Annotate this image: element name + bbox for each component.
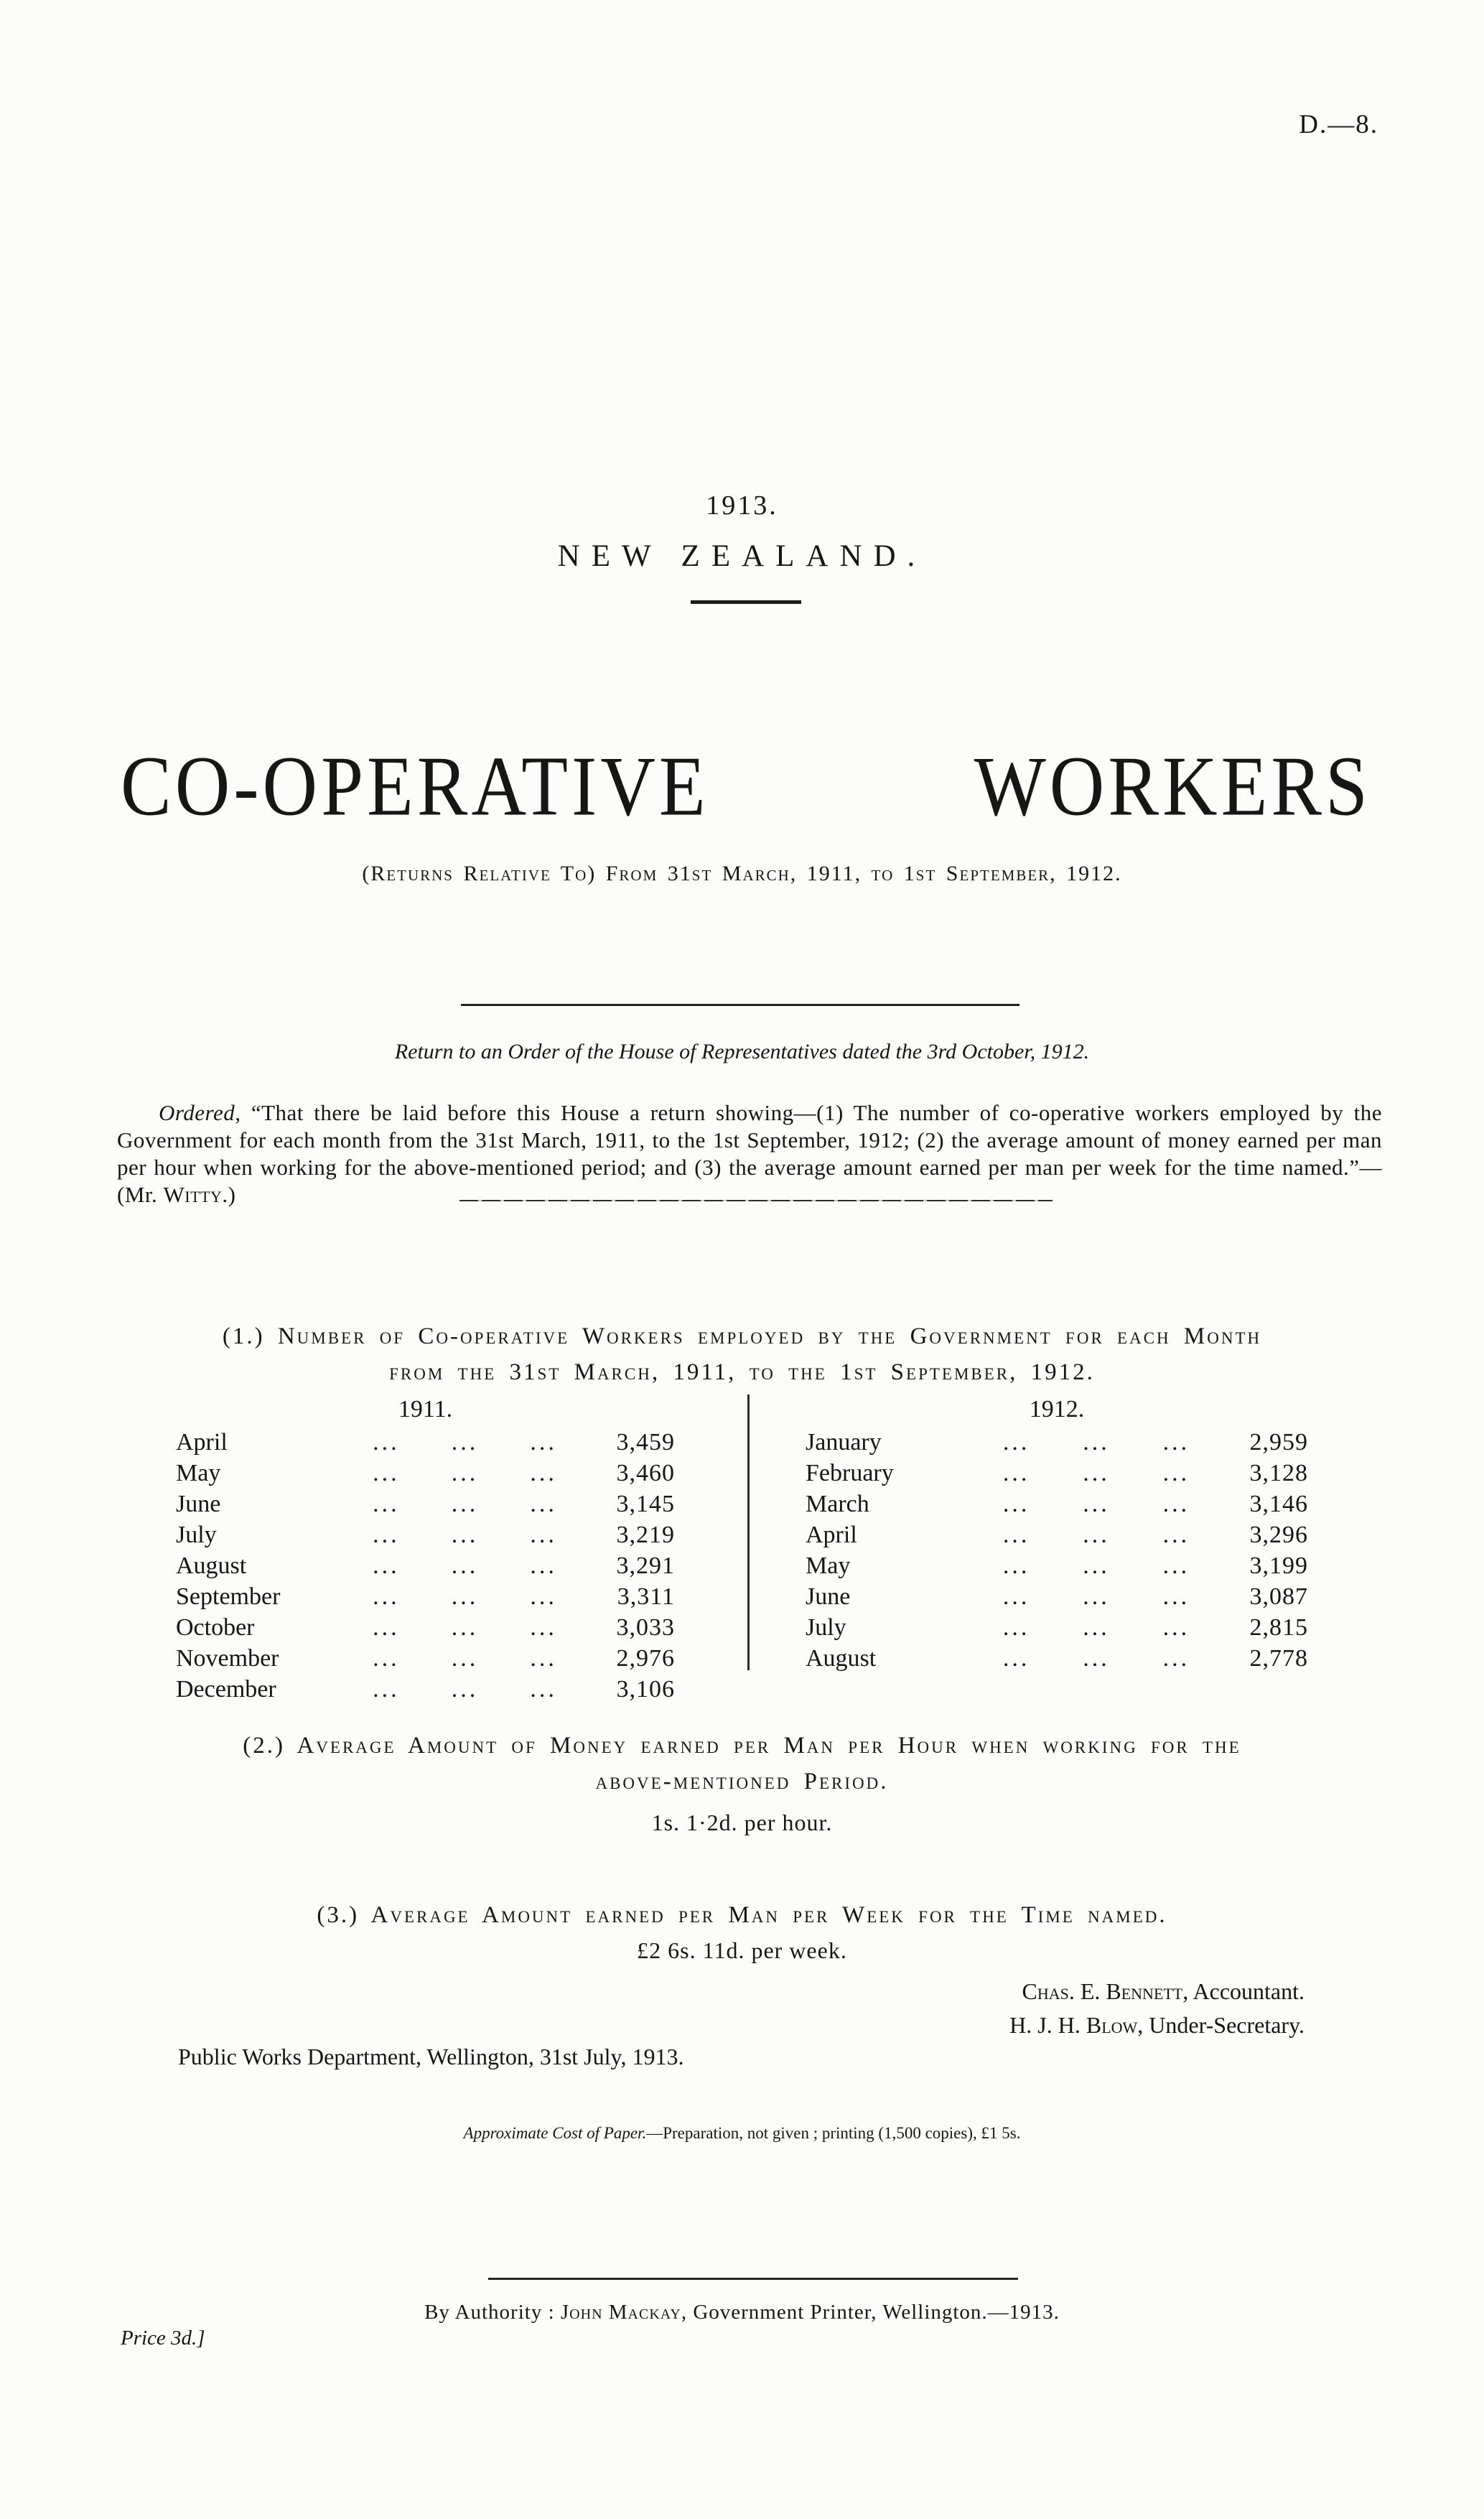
year-header-1911: 1911. — [398, 1396, 453, 1423]
leader-dots: ... — [373, 1429, 400, 1456]
month-value: 3,291 — [616, 1552, 676, 1579]
ordered-tail: .) — [222, 1182, 236, 1207]
leader-dots: ... — [1083, 1583, 1110, 1610]
month-value: 3,033 — [616, 1614, 676, 1641]
leader-dots: ... — [1083, 1429, 1110, 1456]
month-label: June — [176, 1491, 221, 1517]
leader-dots: ... — [451, 1552, 479, 1579]
month-value: 3,145 — [616, 1491, 676, 1517]
section-rule-top — [461, 1004, 1019, 1006]
leader-dots: ... — [1002, 1460, 1030, 1486]
leader-dots: ... — [1002, 1429, 1030, 1456]
section2-heading-line1: (2.) Average Amount of Money earned per Man per Hour when working for the — [243, 1733, 1241, 1759]
table-row — [176, 1489, 675, 1520]
leader-dots: ... — [530, 1522, 557, 1548]
table-row — [806, 1458, 1308, 1489]
table-row — [176, 1582, 675, 1613]
ordered-lead: Ordered — [159, 1100, 235, 1125]
leader-dots: ... — [1162, 1614, 1190, 1641]
section1-heading-line1: (1.) Number of Co-operative Workers employed by the Government for each Month — [222, 1323, 1262, 1349]
leader-dots: ... — [451, 1614, 479, 1641]
month-value: 3,106 — [616, 1676, 676, 1703]
signatory-name: H. J. H. Blow, — [1009, 2012, 1144, 2038]
leader-dots: ... — [1162, 1583, 1190, 1610]
signature-line — [1009, 2008, 1305, 2042]
month-label: August — [806, 1645, 877, 1672]
month-value: 3,460 — [616, 1460, 676, 1486]
department-dateline: Public Works Department, Wellington, 31st July, 1913. — [178, 2044, 684, 2069]
leader-dots: ... — [530, 1460, 557, 1486]
month-label: May — [806, 1552, 851, 1579]
leader-dots: ... — [451, 1645, 479, 1672]
leader-dots: ... — [1162, 1645, 1190, 1672]
leader-dots: ... — [1162, 1522, 1190, 1548]
month-label: July — [806, 1614, 846, 1641]
signatory-name: Chas. E. Bennett, — [1022, 1978, 1189, 2004]
leader-dots: ... — [1083, 1552, 1110, 1579]
leader-dots: ... — [1002, 1614, 1030, 1641]
leader-dots: ... — [373, 1583, 400, 1610]
imprint-rest: , Government Printer, Wellington.—1913. — [681, 2301, 1060, 2324]
leader-dots: ... — [1002, 1552, 1030, 1579]
month-label: January — [806, 1429, 882, 1456]
ordered-paragraph — [117, 1099, 1382, 1209]
leader-dots: ... — [530, 1614, 557, 1641]
leader-dots: ... — [373, 1460, 400, 1486]
leader-dots: ... — [1002, 1645, 1030, 1672]
section-rule-dashed — [459, 1200, 1053, 1201]
table-column-divider — [747, 1394, 750, 1670]
leader-dots: ... — [1002, 1583, 1030, 1610]
table-row — [806, 1489, 1308, 1520]
month-value: 2,976 — [616, 1645, 676, 1672]
month-value: 3,146 — [1249, 1491, 1308, 1517]
leader-dots: ... — [373, 1645, 400, 1672]
table-row — [806, 1428, 1308, 1458]
month-value: 3,311 — [617, 1583, 676, 1610]
section2-heading — [0, 1728, 1484, 1799]
price-note: Price 3d.] — [121, 2327, 205, 2350]
leader-dots: ... — [451, 1460, 479, 1486]
heading-rule — [691, 600, 801, 604]
table-row — [176, 1613, 675, 1644]
table-row — [176, 1675, 675, 1705]
leader-dots: ... — [1162, 1460, 1190, 1486]
mover-name: Witty — [163, 1182, 223, 1207]
leader-dots: ... — [451, 1676, 479, 1703]
table-row — [806, 1551, 1308, 1582]
signature-line — [1009, 1975, 1305, 2008]
table-row — [176, 1458, 675, 1489]
section3-heading: (3.) Average Amount earned per Man per Week for the Time named. — [317, 1902, 1167, 1928]
imprint-line — [0, 2301, 1484, 2324]
leader-dots: ... — [373, 1676, 400, 1703]
section2-heading-line2: above-mentioned Period. — [595, 1769, 889, 1794]
leader-dots: ... — [530, 1491, 557, 1517]
leader-dots: ... — [451, 1429, 479, 1456]
month-value: 2,778 — [1249, 1645, 1308, 1672]
year-header-1912: 1912. — [1029, 1396, 1085, 1423]
signatory-role: Under-Secretary. — [1143, 2012, 1305, 2038]
month-value: 2,959 — [1249, 1429, 1308, 1456]
leader-dots: ... — [373, 1491, 400, 1517]
leader-dots: ... — [530, 1583, 557, 1610]
document-title — [121, 739, 1371, 834]
cost-note-lead: Approximate Cost of Paper. — [463, 2124, 647, 2142]
table-row — [176, 1520, 675, 1551]
leader-dots: ... — [451, 1522, 479, 1548]
table-row — [176, 1644, 675, 1675]
leader-dots: ... — [530, 1676, 557, 1703]
imprint-prefix: By Authority : — [424, 2301, 561, 2324]
footer-rule — [488, 2278, 1018, 2280]
month-label: July — [176, 1522, 217, 1548]
hourly-rate-value: 1s. 1·2d. per hour. — [651, 1810, 833, 1835]
month-value: 3,087 — [1249, 1583, 1308, 1610]
leader-dots: ... — [373, 1552, 400, 1579]
order-reference-line: Return to an Order of the House of Representatives dated the 3rd October, 1912. — [394, 1040, 1090, 1063]
leader-dots: ... — [1162, 1429, 1190, 1456]
month-value: 3,128 — [1249, 1460, 1308, 1486]
document-subtitle: (Returns Relative To) From 31st March, 1911, to 1st September, 1912. — [362, 862, 1122, 885]
table-row — [806, 1520, 1308, 1551]
session-year: 1913. — [706, 490, 778, 521]
leader-dots: ... — [1083, 1522, 1110, 1548]
month-label: August — [176, 1552, 247, 1579]
month-value: 3,219 — [616, 1522, 676, 1548]
leader-dots: ... — [373, 1522, 400, 1548]
signatory-role: Accountant. — [1188, 1978, 1305, 2004]
month-label: November — [176, 1645, 279, 1672]
leader-dots: ... — [451, 1583, 479, 1610]
month-label: December — [176, 1676, 276, 1703]
month-value: 3,459 — [616, 1429, 676, 1456]
title-word-2: WORKERS — [974, 739, 1371, 834]
leader-dots: ... — [1162, 1491, 1190, 1517]
leader-dots: ... — [451, 1491, 479, 1517]
cost-note-rest: —Preparation, not given ; printing (1,500 copies), £1 5s. — [646, 2124, 1021, 2142]
leader-dots: ... — [530, 1552, 557, 1579]
ordered-body: , “That there be laid before this House a return showing—(1) The number of co-operative workers employed by the Government for each month from the 31st March, 1911, to the 1st September, 1912; (2) the average amount of money earned per man per hour when working for the above-mentioned period; and (3) the average amount earned per man per week for the time named.”—(Mr. — [117, 1100, 1382, 1207]
table-row — [176, 1428, 675, 1458]
leader-dots: ... — [1162, 1552, 1190, 1579]
table-row — [176, 1551, 675, 1582]
table-1912 — [806, 1428, 1308, 1675]
table-row — [806, 1644, 1308, 1675]
month-label: September — [176, 1583, 281, 1610]
month-value: 2,815 — [1249, 1614, 1308, 1641]
weekly-rate-value: £2 6s. 11d. per week. — [637, 1937, 847, 1963]
month-label: June — [806, 1583, 851, 1610]
month-value: 3,199 — [1249, 1552, 1308, 1579]
table-row — [806, 1613, 1308, 1644]
leader-dots: ... — [373, 1614, 400, 1641]
leader-dots: ... — [530, 1429, 557, 1456]
table-row — [806, 1582, 1308, 1613]
month-label: April — [176, 1429, 228, 1456]
country-heading: NEW ZEALAND. — [557, 539, 927, 573]
section1-heading-line2: from the 31st March, 1911, to the 1st September, 1912. — [389, 1359, 1095, 1385]
month-label: March — [806, 1491, 869, 1517]
table-1911 — [176, 1428, 675, 1705]
month-label: October — [176, 1614, 255, 1641]
signature-block — [1009, 1975, 1305, 2042]
cost-of-paper-note — [0, 2124, 1484, 2143]
title-word-1: CO-OPERATIVE — [121, 739, 709, 834]
leader-dots: ... — [1002, 1491, 1030, 1517]
month-value: 3,296 — [1249, 1522, 1308, 1548]
printer-name: John Mackay — [560, 2301, 681, 2324]
leader-dots: ... — [1002, 1522, 1030, 1548]
leader-dots: ... — [1083, 1645, 1110, 1672]
paper-series-code: D.—8. — [1299, 110, 1378, 139]
month-label: May — [176, 1460, 221, 1486]
month-label: February — [806, 1460, 894, 1486]
leader-dots: ... — [1083, 1491, 1110, 1517]
leader-dots: ... — [1083, 1460, 1110, 1486]
month-label: April — [806, 1522, 857, 1548]
leader-dots: ... — [530, 1645, 557, 1672]
leader-dots: ... — [1083, 1614, 1110, 1641]
section1-heading — [0, 1318, 1484, 1390]
